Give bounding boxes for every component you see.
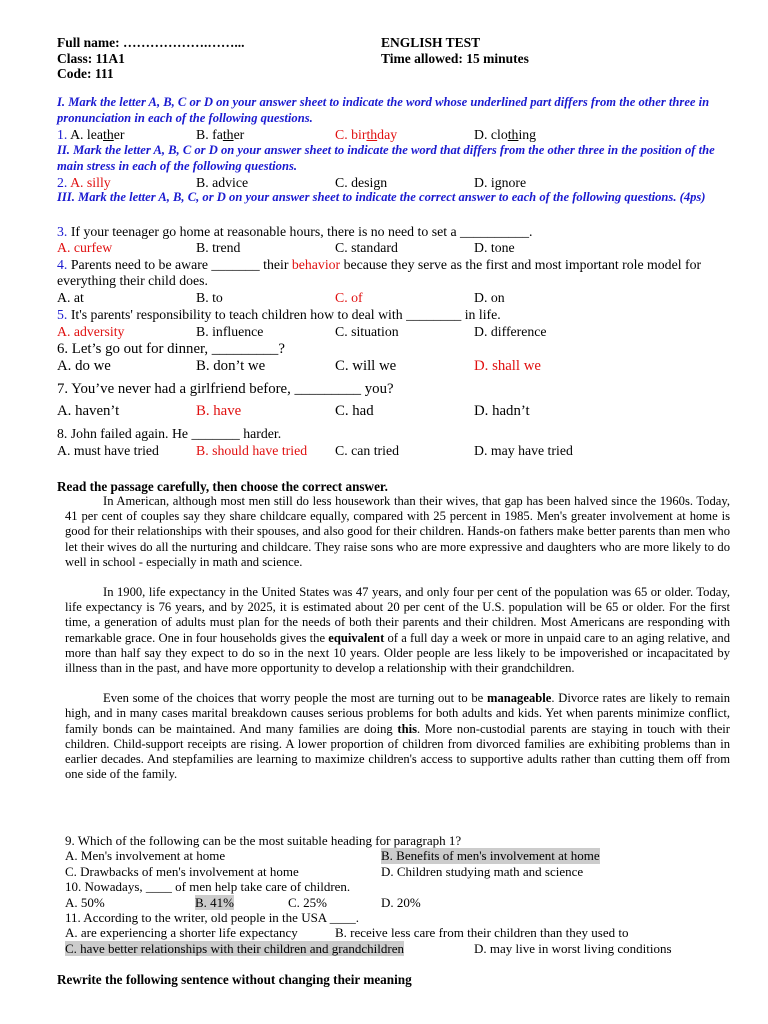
q8-option-b[interactable]: B. should have tried <box>196 443 308 458</box>
q1-option-a[interactable]: 1. A. leather <box>57 127 125 142</box>
question-3-options <box>57 240 717 256</box>
q5-option-a[interactable]: A. adversity <box>57 324 125 339</box>
reading-title: Read the passage carefully, then choose the correct answer. <box>57 479 388 494</box>
q3-option-a[interactable]: A. curfew <box>57 240 113 255</box>
question-7-options <box>57 403 717 419</box>
section2-instruction: II. Mark the letter A, B, C or D on your answer sheet to indicate the word that differs from the other three in the position of the main stress in each of the following questions. <box>57 143 715 173</box>
q11-option-a[interactable]: A. are experiencing a shorter life expectancy <box>65 925 298 941</box>
question-5-text: 5. It's parents' responsibility to teach children how to deal with ________ in life. <box>57 307 501 322</box>
q7-option-a[interactable]: A. haven’t <box>57 403 120 419</box>
question-7-text: 7. You’ve never had a girlfriend before, _________ you? <box>57 381 394 397</box>
q7-option-c[interactable]: C. had <box>335 403 374 419</box>
q5-option-d[interactable]: D. difference <box>474 324 547 339</box>
passage-paragraph-2: In 1900, life expectancy in the United States was 47 years, and only four per cent of the population was 65 or older. Today, life expectancy is 76 years, and by 2025, it is estimated about 20 per cent of the U.S. population will be 65 or older. For the first time, a generation of adults must plan for the needs of both their parents and their children. Most Americans are responding with remarkable grace. One in four households gives the equivalent of a full day a week or more in unpaid care to an aging relative, and more than half say they expect to do so in the next 10 years. Older people are less likely to be impoverished or incapacitated by illness than in the past, and have more opportunity to develop a relationship with their grandchildren. <box>65 585 730 676</box>
q5-option-b[interactable]: B. influence <box>196 324 264 339</box>
q2-option-b[interactable]: B. advice <box>196 175 249 190</box>
q7-option-b[interactable]: B. have <box>196 403 242 419</box>
q4-option-c[interactable]: C. of <box>335 290 363 305</box>
q10-text: 10. Nowadays, ____ of men help take care of children. <box>65 879 351 895</box>
reading-questions <box>65 833 745 956</box>
q9-option-a[interactable]: A. Men's involvement at home <box>65 848 226 864</box>
q11-options-row1 <box>65 925 745 940</box>
q2-option-d[interactable]: D. ignore <box>474 175 527 190</box>
section3-instruction: III. Mark the letter A, B, C, or D on your answer sheet to indicate the correct answer to each of the following questions. (4ps) <box>57 190 706 204</box>
q9-options-row1 <box>65 848 745 863</box>
full-name-field: Full name: ……………….……... <box>57 35 245 50</box>
question-6-options <box>57 358 717 374</box>
q8-option-d[interactable]: D. may have tried <box>474 443 573 458</box>
test-title: ENGLISH TEST <box>381 35 481 50</box>
q3-option-c[interactable]: C. standard <box>335 240 398 255</box>
q3-option-d[interactable]: D. tone <box>474 240 515 255</box>
q1-option-c[interactable]: C. birthday <box>335 127 398 142</box>
q11-text: 11. According to the writer, old people in the USA ____. <box>65 909 359 925</box>
q4-option-a[interactable]: A. at <box>57 290 84 305</box>
q3-option-b[interactable]: B. trend <box>196 240 241 255</box>
q10-option-b[interactable]: B. 41% <box>195 894 234 910</box>
time-allowed: Time allowed: 15 minutes <box>381 50 529 66</box>
q4-option-b[interactable]: B. to <box>196 290 223 305</box>
question-8-options <box>57 443 717 459</box>
question-5-options <box>57 324 717 340</box>
q6-option-b[interactable]: B. don’t we <box>196 358 266 374</box>
passage-paragraph-3: Even some of the choices that worry people the most are turning out to be manageable. Divorce rates are likely to remain high, and in many cases marital breakdown causes serious problems for both adults and kids. Yet when parents minimize conflict, family bonds can be maintained. And many families are doing this. More non-custodial parents are staying in touch with their children. Child-support receipts are rising. A lower proportion of children from divorced families are exhibiting problems than in earlier decades. And stepfamilies are learning to maximize children's access to supportive adults rather than cutting them off from one side of the family. <box>65 691 731 782</box>
question-4-options <box>57 290 717 306</box>
question-6-text: 6. Let’s go out for dinner, _________? <box>57 341 285 357</box>
q10-option-c[interactable]: C. 25% <box>288 894 327 910</box>
q7-option-d[interactable]: D. hadn’t <box>474 403 530 419</box>
q8-option-a[interactable]: A. must have tried <box>57 443 159 458</box>
q11-options-row2 <box>65 941 745 956</box>
q9-option-b[interactable]: B. Benefits of men's involvement at home <box>381 848 600 864</box>
q9-option-c[interactable]: C. Drawbacks of men's involvement at home <box>65 863 299 879</box>
q11-option-c[interactable]: C. have better relationships with their children and grandchildren <box>65 940 404 956</box>
q9-options-row2 <box>65 864 745 879</box>
passage-paragraph-1: In American, although most men still do less housework than their wives, that gap has been halved since the 1960s. Today, 41 per cent of couples say they share childcare equally, compared with 25 percent in 1985. Men's greater involvement at home is good for their relationships with their spouses, and also good for their children. Hands-on fathers make better parents than men who let their wives do all the nurturing and childcare. They raise sons who are more expressive and daughters who are more likely to do well in school - especially in math and science. <box>65 494 730 569</box>
student-info <box>57 35 245 82</box>
section1-instruction: I. Mark the letter A, B, C or D on your answer sheet to indicate the word whose underlined part differs from the other three in pronunciation in each of the following questions. <box>57 95 710 125</box>
q2-option-a[interactable]: 2. A. silly <box>57 175 111 190</box>
rewrite-title: Rewrite the following sentence without changing their meaning <box>57 972 412 987</box>
q6-option-a[interactable]: A. do we <box>57 358 111 374</box>
q4-option-d[interactable]: D. on <box>474 290 505 305</box>
q6-option-c[interactable]: C. will we <box>335 358 397 374</box>
q8-option-c[interactable]: C. can tried <box>335 443 399 458</box>
q10-option-a[interactable]: A. 50% <box>65 894 105 910</box>
q1-option-b[interactable]: B. father <box>196 127 245 142</box>
question-8-text: 8. John failed again. He _______ harder. <box>57 426 282 441</box>
passage <box>65 494 730 782</box>
question-3-text: 3. If your teenager go home at reasonable hours, there is no need to set a __________. <box>57 224 533 239</box>
q9-text: 9. Which of the following can be the most suitable heading for paragraph 1? <box>65 833 462 848</box>
q6-option-d[interactable]: D. shall we <box>474 358 541 374</box>
code-label: Code: 111 <box>57 66 114 81</box>
test-info <box>381 35 529 66</box>
class-label: Class: 11A1 <box>57 50 125 66</box>
q2-option-c[interactable]: C. design <box>335 175 388 190</box>
q10-options <box>65 895 745 910</box>
question-2 <box>57 175 717 191</box>
q1-option-d[interactable]: D. clothing <box>474 127 537 142</box>
q5-option-c[interactable]: C. situation <box>335 324 399 339</box>
q10-option-d[interactable]: D. 20% <box>381 894 421 910</box>
q11-option-d[interactable]: D. may live in worst living conditions <box>474 940 672 956</box>
q11-option-b[interactable]: B. receive less care from their children than they used to <box>335 925 629 941</box>
question-1 <box>57 127 717 143</box>
question-4-text: 4. Parents need to be aware _______ their behavior because they serve as the first and most important role model for everything their child does. <box>57 257 702 288</box>
q9-option-d[interactable]: D. Children studying math and science <box>381 863 584 879</box>
